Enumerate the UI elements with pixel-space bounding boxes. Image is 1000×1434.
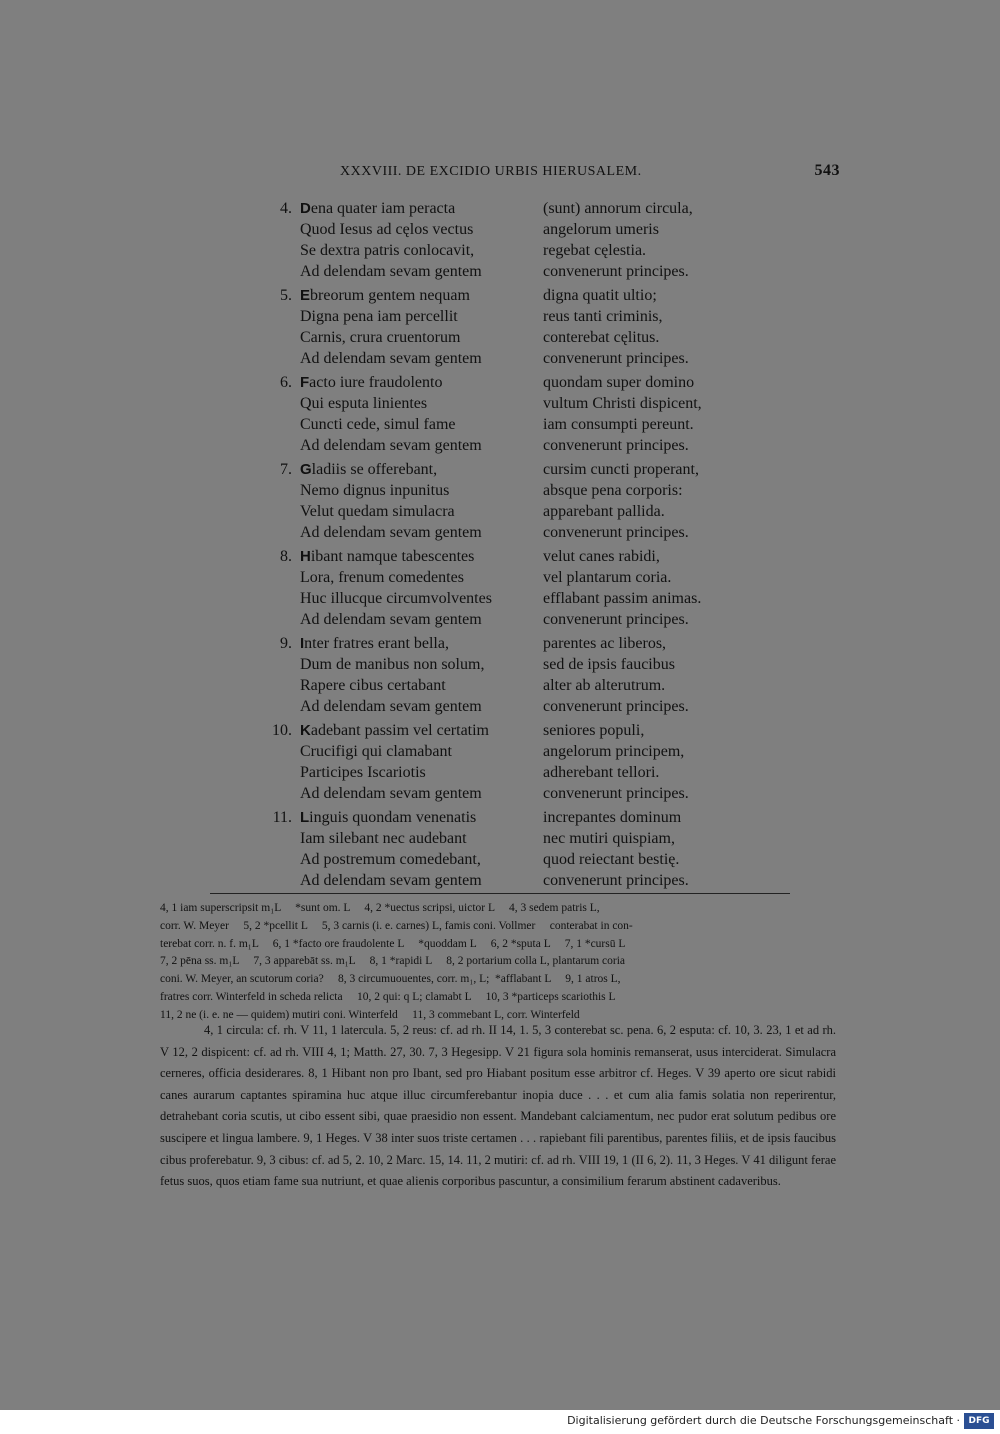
second-hemistich: vel plantarum coria. <box>543 569 672 586</box>
apparatus-line: 4, 1 iam superscripsit m₁L *sunt om. L 4, 2 *uectus scripsi, uictor L 4, 3 sedem patris L, <box>160 902 600 914</box>
second-hemistich: quondam super domino <box>543 374 695 391</box>
verse-line <box>0 348 1000 369</box>
first-hemistich: Se dextra patris conlocavit, <box>300 242 475 259</box>
first-hemistich: Ebreorum gentem nequam <box>300 287 470 304</box>
verse-line <box>0 783 1000 804</box>
apparatus-line: 7, 2 pēna ss. m₁L 7, 3 apparebāt ss. m₁L 8, 1 *rapidi L 8, 2 portarium colla L, plantarum coria <box>160 955 626 968</box>
first-hemistich: Ad delendam sevam gentem <box>300 698 482 715</box>
first-hemistich: Ad delendam sevam gentem <box>300 611 482 628</box>
first-hemistich: Iam silebant nec audebant <box>300 830 467 847</box>
second-hemistich: digna quatit ultio; <box>543 287 657 304</box>
first-hemistich: Cuncti cede, simul fame <box>300 416 456 433</box>
apparatus-line: 11, 2 ne (i. e. ne — quidem) mutiri coni. Winterfeld 11, 3 commebant L, corr. Winterfeld <box>160 1008 580 1021</box>
commentary <box>160 1020 836 1193</box>
verse-line <box>0 675 1000 696</box>
second-hemistich: angelorum principem, <box>543 743 685 760</box>
page-number: 543 <box>814 162 840 179</box>
first-hemistich: Hibant namque tabescentes <box>300 548 475 565</box>
verse-line <box>0 741 1000 762</box>
apparatus-line: coni. W. Meyer, an scutorum coria? 8, 3 circumuouentes, corr. m₁, L; *afflabant L 9, 1 atros L, <box>160 973 621 986</box>
first-hemistich: Ad delendam sevam gentem <box>300 350 482 367</box>
verse-line <box>0 459 1000 480</box>
first-hemistich: Ad delendam sevam gentem <box>300 437 482 454</box>
verse-line <box>0 720 1000 741</box>
initial-letter: E <box>300 287 311 304</box>
verse-line <box>0 849 1000 870</box>
second-hemistich: parentes ac liberos, <box>543 635 667 652</box>
verse-line <box>0 285 1000 306</box>
page-header <box>340 162 840 184</box>
first-hemistich: Carnis, crura cruentorum <box>300 329 461 346</box>
verse-line <box>0 522 1000 543</box>
running-title: XXXVIII. DE EXCIDIO URBIS HIERUSALEM. <box>340 164 642 179</box>
second-hemistich: convenerunt principes. <box>543 524 689 541</box>
stanza-number: 7. <box>280 461 292 478</box>
first-hemistich: Kadebant passim vel certatim <box>300 722 489 739</box>
second-hemistich: nec mutiri quispiam, <box>543 830 675 847</box>
footer-credit: Digitalisierung gefördert durch die Deutsche Forschungsgemeinschaft · <box>567 1414 960 1427</box>
first-hemistich: Facto iure fraudolento <box>300 374 443 391</box>
second-hemistich: convenerunt principes. <box>543 698 689 715</box>
verse-line <box>0 501 1000 522</box>
initial-letter: I <box>300 635 305 652</box>
stanza-number: 4. <box>280 200 292 217</box>
verse-line <box>0 261 1000 282</box>
second-hemistich: efflabant passim animas. <box>543 590 702 607</box>
verse-line <box>0 546 1000 567</box>
verse-line <box>0 372 1000 393</box>
second-hemistich: convenerunt principes. <box>543 350 689 367</box>
verse-line <box>0 198 1000 219</box>
initial-letter: F <box>300 374 310 391</box>
stanza-number: 9. <box>280 635 292 652</box>
apparatus-line: corr. W. Meyer 5, 2 *pcellit L 5, 3 carnis (i. e. carnes) L, famis coni. Vollmer conterabat in con- <box>160 919 633 932</box>
first-hemistich: Velut quedam simulacra <box>300 503 455 520</box>
apparatus-line: fratres corr. Winterfeld in scheda relicta 10, 2 qui: q L; clamabt L 10, 3 *particeps scariothis L <box>160 991 616 1003</box>
first-hemistich: Rapere cibus certabant <box>300 677 446 694</box>
second-hemistich: conterebat cęlitus. <box>543 329 660 346</box>
second-hemistich: angelorum umeris <box>543 221 659 238</box>
second-hemistich: convenerunt principes. <box>543 872 689 889</box>
first-hemistich: Huc illucque circumvolventes <box>300 590 492 607</box>
stanza-number: 11. <box>272 809 292 826</box>
verse-line <box>0 480 1000 501</box>
verse-line <box>0 828 1000 849</box>
stanza <box>0 285 1000 369</box>
initial-letter: K <box>300 722 311 739</box>
second-hemistich: convenerunt principes. <box>543 437 689 454</box>
second-hemistich: convenerunt principes. <box>543 611 689 628</box>
second-hemistich: cursim cuncti properant, <box>543 461 699 478</box>
stanza <box>0 720 1000 804</box>
verse-line <box>0 240 1000 261</box>
first-hemistich: Linguis quondam venenatis <box>300 809 477 826</box>
verse-line <box>0 870 1000 891</box>
first-hemistich: Crucifigi qui clamabant <box>300 743 452 760</box>
verse-line <box>0 696 1000 717</box>
stanza-number: 6. <box>280 374 292 391</box>
first-hemistich: Gladiis se offerebant, <box>300 461 438 478</box>
verse-line <box>0 306 1000 327</box>
verse-line <box>0 435 1000 456</box>
first-hemistich: Lora, frenum comedentes <box>300 569 464 586</box>
second-hemistich: alter ab alterutrum. <box>543 677 666 694</box>
second-hemistich: increpantes dominum <box>543 809 682 826</box>
first-hemistich: Nemo dignus inpunitus <box>300 482 450 499</box>
stanza <box>0 633 1000 717</box>
second-hemistich: quod reiectant bestię. <box>543 851 680 868</box>
first-hemistich: Digna pena iam percellit <box>300 308 458 325</box>
apparatus-line: terebat corr. n. f. m₁L 6, 1 *facto ore fraudolente L *quoddam L 6, 2 *sputa L 7, 1 *cursū L <box>160 937 626 950</box>
first-hemistich: Quod Iesus ad cęlos vectus <box>300 221 474 238</box>
first-hemistich: Ad delendam sevam gentem <box>300 524 482 541</box>
first-hemistich: Ad postremum comedebant, <box>300 851 481 868</box>
second-hemistich: regebat cęlestia. <box>543 242 647 259</box>
first-hemistich: Ad delendam sevam gentem <box>300 872 482 889</box>
second-hemistich: iam consumpti pereunt. <box>543 416 694 433</box>
commentary-text: 4, 1 circula: cf. rh. V 11, 1 latercula. 5, 2 reus: cf. ad rh. II 14, 1. 5, 3 conterebat sc. pena. 6, 2 esputa: cf. 10, 3. 23, 1 et ad rh. V 12, 2 dispicent: cf. ad rh. VIII 4, 1; Matth. 27, 30. 7, 3 Hegesipp. V 21 figura sola hominis remanserat, usus interciderat. Simulacra cerneres, officia desiderares. 8, 1 Hibant non pro Ibant, sed pro Hiabant positum esse arbitror cf. Heges. V 39 aperto ore sicut rabidi canes aurarum captantes spiramina huc atque illuc circumferebantur inopia duce . . . et cum alia famis solatia non reperirentur, detrahebant coria scutis, ut cibo essent sibi, quae praesidio non essent. Mandebant calciamentum, nec pudor erat solutum pedibus ore suscipere et lingua lambere. 9, 1 Heges. V 38 inter suos triste certamen . . . rapiebant fili parentibus, parentes filiis, et de ipsis faucibus cibus proferebatur. 9, 3 cibus: cf. ad 5, 2. 10, 2 Marc. 15, 14. 11, 2 mutiri: cf. ad rh. VIII 19, 1 (II 6, 2). 11, 3 Heges. V 41 diligunt ferae fetus suos, quos etiam fame sua nutriunt, et quae alienis corporibus pascuntur, a consimilium ferarum abstinent cadaveribus. <box>160 1023 836 1189</box>
first-hemistich: Dena quater iam peracta <box>300 200 456 217</box>
first-hemistich: Participes Iscariotis <box>300 764 426 781</box>
second-hemistich: apparebant pallida. <box>543 503 665 520</box>
initial-letter: L <box>300 809 310 826</box>
verse-line <box>0 609 1000 630</box>
second-hemistich: reus tanti criminis, <box>543 308 663 325</box>
initial-letter: G <box>300 461 312 478</box>
initial-letter: D <box>300 200 311 217</box>
verse-line <box>0 588 1000 609</box>
second-hemistich: seniores populi, <box>543 722 645 739</box>
initial-letter: H <box>300 548 311 565</box>
first-hemistich: Ad delendam sevam gentem <box>300 785 482 802</box>
second-hemistich: vultum Christi dispicent, <box>543 395 702 412</box>
verse-line <box>0 414 1000 435</box>
stanza <box>0 198 1000 282</box>
verse-line <box>0 567 1000 588</box>
second-hemistich: sed de ipsis faucibus <box>543 656 675 673</box>
first-hemistich: Ad delendam sevam gentem <box>300 263 482 280</box>
second-hemistich: convenerunt principes. <box>543 263 689 280</box>
first-hemistich: Inter fratres erant bella, <box>300 635 449 652</box>
dfg-logo: DFG <box>964 1413 994 1429</box>
verse-line <box>0 633 1000 654</box>
verse-line <box>0 219 1000 240</box>
footer-bar <box>0 1410 1000 1434</box>
verse-line <box>0 327 1000 348</box>
verse-line <box>0 807 1000 828</box>
first-hemistich: Qui esputa linientes <box>300 395 428 412</box>
verse-line <box>0 762 1000 783</box>
second-hemistich: (sunt) annorum circula, <box>543 200 693 217</box>
stanza <box>0 807 1000 891</box>
second-hemistich: adherebant tellori. <box>543 764 660 781</box>
verse-line <box>0 393 1000 414</box>
footnote-rule <box>210 893 790 894</box>
stanza-number: 10. <box>272 722 292 739</box>
second-hemistich: velut canes rabidi, <box>543 548 660 565</box>
second-hemistich: convenerunt principes. <box>543 785 689 802</box>
verse-line <box>0 654 1000 675</box>
stanza-number: 5. <box>280 287 292 304</box>
stanza <box>0 459 1000 543</box>
stanza <box>0 372 1000 456</box>
first-hemistich: Dum de manibus non solum, <box>300 656 485 673</box>
stanza <box>0 546 1000 630</box>
stanza-number: 8. <box>280 548 292 565</box>
second-hemistich: absque pena corporis: <box>543 482 683 499</box>
